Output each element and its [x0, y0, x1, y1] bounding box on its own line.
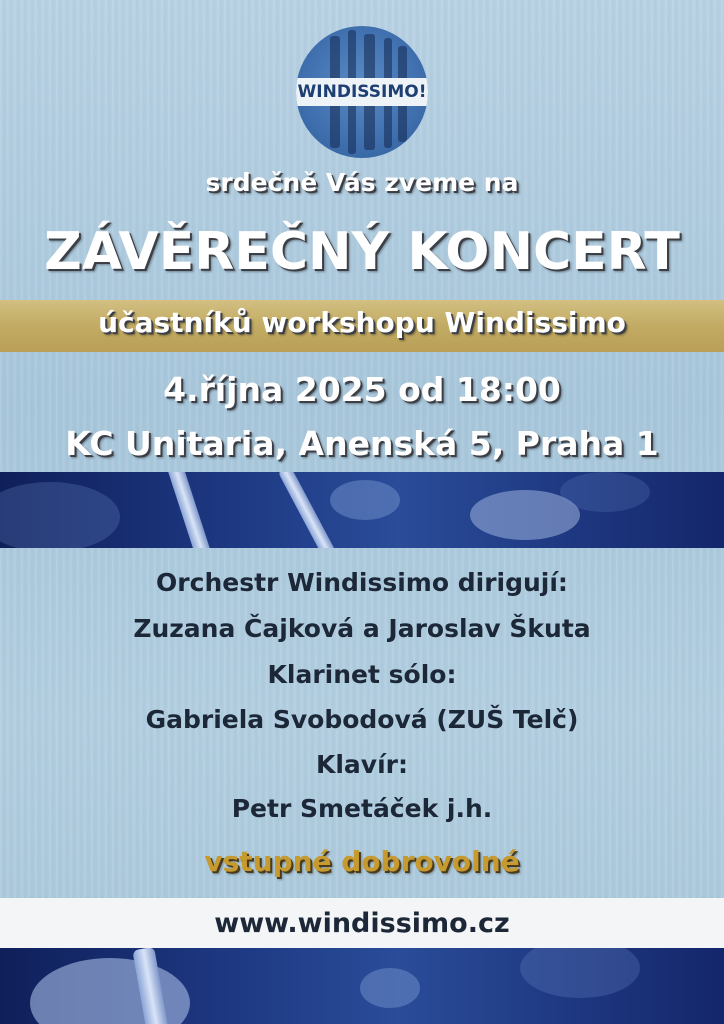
credit-line: Petr Smetáček j.h. — [231, 794, 493, 823]
instrument-photo-band-top — [0, 472, 724, 548]
credit-line: Klarinet sólo: — [267, 660, 457, 689]
concert-date: 4.října 2025 od 18:00 — [163, 370, 561, 409]
credit-line: Zuzana Čajková a Jaroslav Škuta — [133, 614, 591, 643]
concert-title: ZÁVĚREČNÝ KONCERT — [44, 222, 680, 282]
logo-text: WINDISSIMO! — [296, 78, 428, 106]
concert-venue: KC Unitaria, Anenská 5, Praha 1 — [65, 424, 659, 463]
website-link[interactable]: www.windissimo.cz — [214, 908, 510, 939]
credit-line: Gabriela Svobodová (ZUŠ Telč) — [145, 705, 579, 734]
credit-line: Klavír: — [315, 750, 408, 779]
invitation-line: srdečně Vás zveme na — [205, 168, 519, 197]
credit-line: Orchestr Windissimo dirigují: — [156, 568, 568, 597]
instrument-photo-band-bottom — [0, 948, 724, 1024]
concert-subtitle: účastníků workshopu Windissimo — [98, 306, 626, 339]
admission-note: vstupné dobrovolné — [204, 845, 520, 878]
windissimo-logo — [296, 26, 428, 158]
